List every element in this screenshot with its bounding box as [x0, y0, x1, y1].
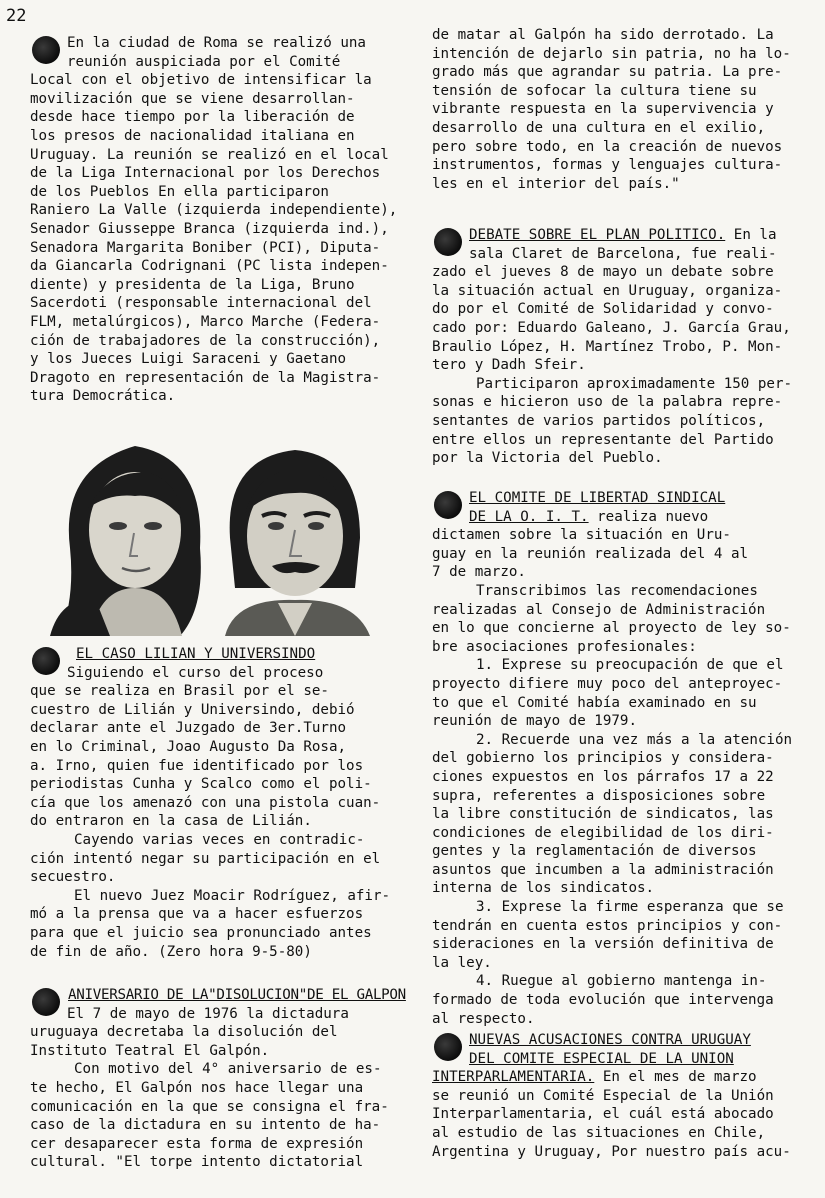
article-nuevas-heading-1: NUEVAS ACUSACIONES CONTRA URUGUAY: [469, 1032, 751, 1048]
text-line: Instituto Teatral El Galpón.: [30, 1042, 270, 1059]
article-roma: [30, 34, 400, 406]
text-line: desde hace tiempo por la liberación de: [30, 109, 355, 126]
text-line: por la Victoria del Pueblo.: [432, 450, 663, 467]
text-line: condiciones de elegibilidad de los diri-: [432, 824, 774, 841]
text-line: realizadas al Consejo de Administración: [432, 601, 766, 618]
text-line: mó a la prensa que va a hacer esfuerzos: [30, 906, 364, 923]
text-line: la ley.: [432, 954, 492, 971]
portrait-photo: [40, 438, 390, 636]
text-line: movilización que se viene desarrollan-: [30, 90, 355, 107]
article-debate-heading: DEBATE SOBRE EL PLAN POLITICO.: [469, 227, 726, 243]
bullet-icon: [32, 36, 60, 64]
text-line: Cayendo varias veces en contradic-: [74, 831, 365, 848]
text-line: tendrán en cuenta estos principios y con-: [432, 917, 783, 934]
article-oit: [432, 489, 812, 1028]
text-line: El nuevo Juez Moacir Rodríguez, afir-: [74, 887, 391, 904]
text-line: al estudio de las situaciones en Chile,: [432, 1124, 766, 1141]
text-line: guay en la reunión realizada del 4 al: [432, 545, 749, 562]
text-line: 2. Recuerde una vez más a la atención: [476, 731, 793, 748]
text-line: Uruguay. La reunión se realizó en el local: [30, 146, 389, 163]
article-roma-text: [30, 34, 400, 406]
text-line: uruguaya decretaba la disolución del: [30, 1024, 338, 1041]
text-line: grado más que agrandar su patria. La pre-: [432, 64, 783, 81]
article-nuevas-firstline: En el mes de marzo: [594, 1069, 757, 1086]
text-line: sentantes de varios partidos políticos,: [432, 412, 766, 429]
article-galpon-continued-text: [432, 26, 812, 193]
text-line: declarar ante el Juzgado de 3er.Turno: [30, 720, 347, 737]
text-line: Senadora Margarita Boniber (PCI), Diputa-: [30, 239, 381, 256]
text-line: la libre constitución de sindicatos, las: [432, 806, 774, 823]
text-line: 3. Exprese la firme esperanza que se: [476, 899, 784, 916]
text-line: instrumentos, formas y lenguajes cultura-: [432, 157, 783, 174]
text-line: supra, referentes a disposiciones sobre: [432, 787, 766, 804]
text-line: de fin de año. (Zero hora 9-5-80): [30, 943, 312, 960]
text-line: bre asociaciones profesionales:: [432, 638, 697, 655]
article-galpon-heading: ANIVERSARIO DE LA"DISOLUCION"DE EL GALPON: [68, 987, 406, 1003]
text-line: Raniero La Valle (izquierda independiente),: [30, 202, 398, 219]
bullet-icon: [434, 1033, 462, 1061]
text-line: intención de dejarlo sin patria, no ha lo-: [432, 45, 791, 62]
text-line: al respecto.: [432, 1010, 535, 1027]
text-line: Sacerdoti (responsable internacional del: [30, 295, 372, 312]
text-line: reunión auspiciada por el Comité: [67, 53, 341, 70]
bullet-icon: [434, 228, 462, 256]
text-line: tura Democrática.: [30, 388, 176, 405]
text-line: cado por: Eduardo Galeano, J. García Grau,: [432, 319, 791, 336]
text-line: periodistas Cunha y Scalco como el poli-: [30, 776, 372, 793]
text-line: en lo Criminal, Joao Augusto Da Rosa,: [30, 738, 347, 755]
bullet-icon: [434, 491, 462, 519]
text-line: cuestro de Lilián y Universindo, debió: [30, 701, 355, 718]
text-line: que se realiza en Brasil por el se-: [30, 683, 329, 700]
text-line: Transcribimos las recomendaciones: [476, 582, 758, 599]
article-oit-heading-2: DE LA O. I. T.: [469, 508, 589, 525]
article-galpon-body: [30, 1005, 430, 1172]
article-debate-body: [432, 226, 812, 245]
article-nuevas-heading-3: INTERPARLAMENTARIA.: [432, 1069, 595, 1086]
article-oit-heading-1: EL COMITE DE LIBERTAD SINDICAL: [469, 490, 726, 506]
page-number: 22: [6, 6, 27, 26]
text-line: caso de la dictadura en su intento de ha-: [30, 1117, 381, 1134]
article-caso-lilian: [30, 645, 400, 961]
article-caso-heading: EL CASO LILIAN Y UNIVERSINDO: [76, 646, 316, 662]
text-line: ción intentó negar su participación en el: [30, 850, 381, 867]
text-line: tero y Dadh Sfeir.: [432, 357, 586, 374]
text-line: diente) y presidenta de la Liga, Bruno: [30, 276, 355, 293]
text-line: ción de trabajadores de la construcción),: [30, 332, 381, 349]
text-line: do entraron en la casa de Lilián.: [30, 813, 312, 830]
article-nuevas-acusaciones: [432, 1031, 817, 1161]
text-line: 1. Exprese su preocupación de que el: [476, 657, 784, 674]
article-nuevas-heading-3-row: [432, 1068, 817, 1087]
article-galpon: [30, 986, 430, 1172]
text-line: da Giancarla Codrignani (PC lista indepen-: [30, 258, 389, 275]
text-line: a. Irno, quien fue identificado por los: [30, 757, 364, 774]
article-caso-body: [30, 664, 400, 962]
text-line: proyecto difiere muy poco del anteproyec-: [432, 675, 783, 692]
text-line: ciones expuestos en los párrafos 17 a 22: [432, 768, 774, 785]
bullet-icon: [32, 647, 60, 675]
text-line: formado de toda evolución que intervenga: [432, 992, 774, 1009]
article-debate-firstline: En la: [733, 227, 777, 243]
text-line: la situación actual en Uruguay, organiza-: [432, 282, 783, 299]
text-line: y los Jueces Luigi Saraceni y Gaetano: [30, 351, 347, 368]
text-line: les en el interior del país.": [432, 175, 680, 192]
article-oit-rest: [432, 526, 812, 1028]
text-line: Braulio López, H. Martínez Trobo, P. Mon-: [432, 338, 783, 355]
article-oit-firstline: realiza nuevo: [588, 508, 709, 525]
text-line: cer desaparecer esta forma de expresión: [30, 1135, 364, 1152]
text-line: reunión de mayo de 1979.: [432, 713, 637, 730]
article-oit-heading-2-row: [432, 508, 812, 527]
text-line: Local con el objetivo de intensificar la: [30, 72, 372, 89]
text-line: Con motivo del 4° aniversario de es-: [74, 1061, 382, 1078]
text-line: de la Liga Internacional por los Derechos: [30, 165, 381, 182]
article-debate: [432, 226, 812, 468]
text-line: 4. Ruegue al gobierno mantenga in-: [476, 973, 767, 990]
text-line: cía que los amenazó con una pistola cuan-: [30, 794, 381, 811]
text-line: de los Pueblos En ella participaron: [30, 183, 329, 200]
bullet-icon: [32, 988, 60, 1016]
text-line: se reunió un Comité Especial de la Unión: [432, 1087, 774, 1104]
text-line: comunicación en la que se consigna el fra-: [30, 1098, 389, 1115]
article-debate-rest: [432, 245, 812, 468]
text-line: dictamen sobre la situación en Uru-: [432, 527, 731, 544]
text-line: Siguiendo el curso del proceso: [67, 664, 324, 681]
text-line: del gobierno los principios y considera-: [432, 750, 774, 767]
text-line: vibrante respuesta en la supervivencia y: [432, 101, 774, 118]
article-galpon-continued: [432, 26, 812, 193]
text-line: Argentina y Uruguay, Por nuestro país acu-: [432, 1143, 791, 1160]
text-line: to que el Comité había examinado en su: [432, 694, 757, 711]
text-line: Senador Giusseppe Branca (izquierda ind.),: [30, 220, 389, 237]
text-line: te hecho, El Galpón nos hace llegar una: [30, 1079, 364, 1096]
text-line: para que el juicio sea pronunciado antes: [30, 924, 372, 941]
text-line: en lo que concierne al proyecto de ley so-: [432, 620, 791, 637]
text-line: de matar al Galpón ha sido derrotado. La: [432, 27, 774, 43]
text-line: sala Claret de Barcelona, fue reali-: [469, 245, 777, 262]
text-line: sideraciones en la versión definitiva de: [432, 936, 774, 953]
text-line: interna de los sindicatos.: [432, 880, 655, 897]
text-line: Interparlamentaria, el cuál está abocado: [432, 1106, 774, 1123]
text-line: secuestro.: [30, 869, 116, 886]
text-line: entre ellos un representante del Partido: [432, 431, 774, 448]
text-line: los presos de nacionalidad italiana en: [30, 127, 355, 144]
text-line: sonas e hicieron uso de la palabra repre-: [432, 394, 783, 411]
text-line: 7 de marzo.: [432, 564, 526, 581]
text-line: pero sobre todo, en la creación de nuevos: [432, 138, 783, 155]
article-nuevas-rest: [432, 1087, 817, 1161]
text-line: En la ciudad de Roma se realizó una: [67, 35, 366, 51]
text-line: FLM, metalúrgicos), Marco Marche (Federa-: [30, 313, 381, 330]
text-line: asuntos que incumben a la administración: [432, 861, 774, 878]
text-line: cultural. "El torpe intento dictatorial: [30, 1154, 364, 1171]
article-nuevas-heading-2: DEL COMITE ESPECIAL DE LA UNION: [469, 1050, 734, 1067]
text-line: Participaron aproximadamente 150 per-: [476, 375, 793, 392]
text-line: desarrollo de una cultura en el exilio,: [432, 119, 766, 136]
text-line: El 7 de mayo de 1976 la dictadura: [67, 1005, 349, 1022]
text-line: do por el Comité de Solidaridad y convo-: [432, 301, 774, 318]
text-line: tensión de sofocar la cultura tiene su: [432, 82, 757, 99]
text-line: zado el jueves 8 de mayo un debate sobre: [432, 264, 774, 281]
text-line: gentes y la reglamentación de diversos: [432, 843, 757, 860]
photo-lilian-universindo: [40, 438, 390, 636]
text-line: Dragoto en representación de la Magistra-: [30, 369, 381, 386]
